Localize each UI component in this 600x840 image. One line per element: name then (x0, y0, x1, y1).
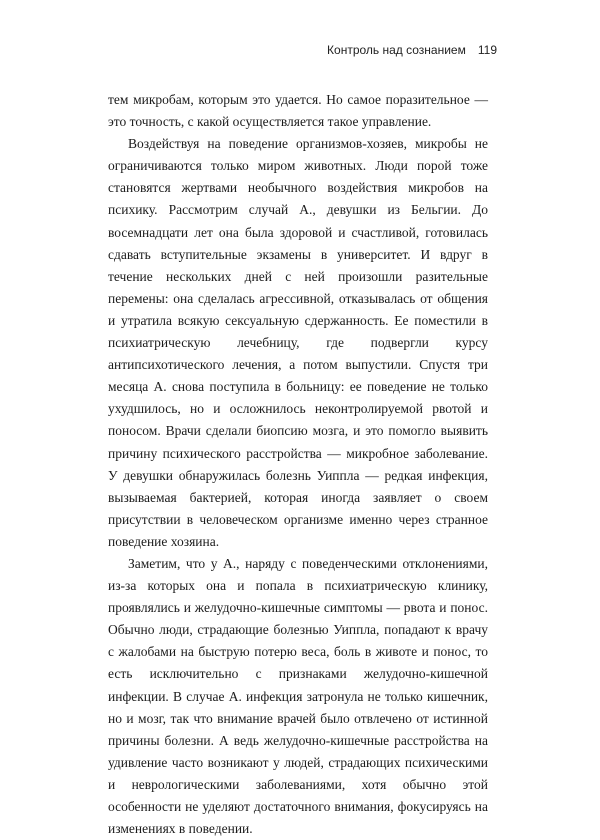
running-header (327, 43, 497, 57)
paragraph-case-study: Воздействуя на поведение организмов-хозяев, микробы не ограничиваются только миром животных. Люди порой тоже становятся жертвами необычного воздействия микробов на психику. Рассмотрим случай А., девушки из Бельгии. До восемнадцати лет она была здоровой и счастливой, готовилась сдавать вступительные экзамены в университет. И вдруг в течение нескольких дней с ней произошли разительные перемены: она сделалась агрессивной, отказывалась от общения и утратила всякую сексуальную сдержанность. Ее поместили в психиатрическую лечебницу, где подвергли курсу антипсихотического лечения, а потом выпустили. Спустя три месяца А. снова поступила в больницу: ее поведение не только ухудшилось, но и осложнилось неконтролируемой рвотой и поносом. Врачи сделали биопсию мозга, и это помогло выявить причину психического расстройства — микробное заболевание. У девушки обнаружилась болезнь Уиппла — редкая инфекция, вызываемая бактерией, которая иногда заявляет о своем присутствии в человеческом организме именно через странное поведение хозяина. (108, 136, 488, 549)
body-text (108, 89, 488, 840)
paragraph-symptoms: Заметим, что у А., наряду с поведенческими отклонениями, из-за которых она и попала в психиатрическую клинику, проявлялись и желудочно-кишечные симптомы — рвота и понос. Обычно люди, страдающие болезнью Уиппла, попадают к врачу с жалобами на быструю потерю веса, боль в животе и понос, то есть исключительно с признаками желудочно-кишечной инфекции. В случае А. инфекция затронула не только кишечник, но и мозг, так что внимание врачей было отвлечено от истинной причины болезни. А ведь желудочно-кишечные расстройства на удивление часто возникают у людей, страдающих психическими и неврологическими заболеваниями, хотя обычно этой особенности не уделяют достаточного внимания, фокусируясь на изменениях в поведении. (108, 555, 488, 837)
paragraph-continuation: тем микробам, которым это удается. Но самое поразительное — это точность, с какой осуществляется такое управление. (108, 92, 488, 130)
page-number: 119 (477, 43, 497, 57)
chapter-title: Контроль над сознанием (327, 43, 466, 57)
